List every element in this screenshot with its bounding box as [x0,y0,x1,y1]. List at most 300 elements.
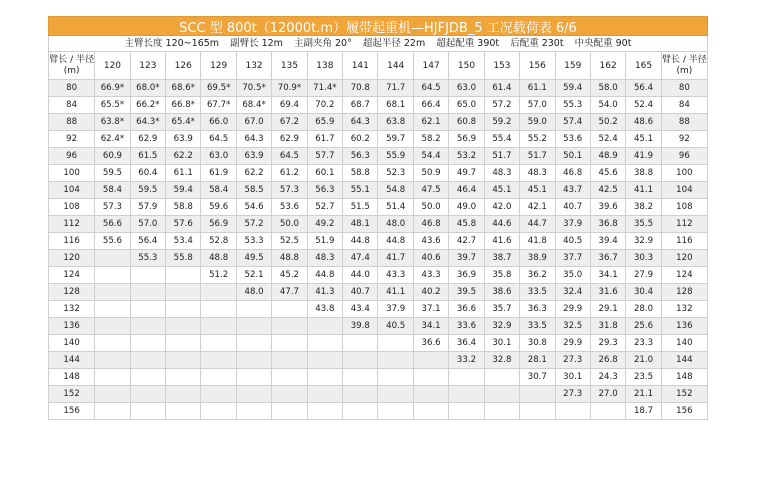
table-row [49,216,708,233]
load-value-cell [95,318,130,335]
load-value-cell: 52.1 [236,267,271,284]
table-row [49,318,708,335]
load-value-cell: 68.7 [343,97,378,114]
load-value-cell: 57.9 [130,199,165,216]
load-value-cell: 27.3 [555,386,590,403]
load-value-cell: 39.7 [449,250,484,267]
table-body [49,80,708,420]
boom-length-header: 129 [201,52,236,80]
table-row [49,250,708,267]
boom-length-header: 120 [95,52,130,80]
radius-cell: 132 [661,301,707,318]
load-value-cell: 49.7 [449,165,484,182]
load-value-cell: 37.1 [413,301,448,318]
radius-cell: 96 [661,148,707,165]
load-value-cell: 65.9 [307,114,342,131]
load-value-cell [201,318,236,335]
load-value-cell [166,403,201,420]
load-value-cell [272,352,307,369]
load-value-cell [236,386,271,403]
boom-length-header: 132 [236,52,271,80]
load-value-cell: 56.9 [201,216,236,233]
load-value-cell: 42.1 [520,199,555,216]
load-value-cell: 33.5 [520,318,555,335]
load-value-cell [272,301,307,318]
load-value-cell: 33.5 [520,284,555,301]
load-value-cell: 27.0 [590,386,625,403]
load-value-cell: 33.6 [449,318,484,335]
load-value-cell: 58.8 [166,199,201,216]
load-value-cell [343,335,378,352]
load-value-cell [272,369,307,386]
load-value-cell [272,386,307,403]
load-value-cell: 50.0 [272,216,307,233]
load-value-cell: 32.9 [484,318,519,335]
boom-length-header: 159 [555,52,590,80]
load-value-cell: 41.8 [520,233,555,250]
radius-cell: 140 [661,335,707,352]
load-value-cell: 39.5 [449,284,484,301]
load-value-cell: 68.1 [378,97,413,114]
load-value-cell: 65.5* [95,97,130,114]
boom-length-header: 153 [484,52,519,80]
boom-length-header: 165 [626,52,661,80]
load-value-cell [95,267,130,284]
load-value-cell: 57.2 [236,216,271,233]
load-value-cell: 54.6 [236,199,271,216]
load-value-cell: 46.8 [413,216,448,233]
boom-length-header: 135 [272,52,307,80]
load-value-cell: 71.7 [378,80,413,97]
load-value-cell: 38.8 [626,165,661,182]
radius-cell: 116 [661,233,707,250]
load-value-cell [236,369,271,386]
load-value-cell: 64.3 [236,131,271,148]
load-value-cell [95,335,130,352]
table-row [49,165,708,182]
radius-cell: 92 [49,131,95,148]
load-value-cell: 62.9 [130,131,165,148]
load-value-cell: 61.2 [272,165,307,182]
subtitle-item: 主臂长度 120~165m [124,38,220,49]
table-row [49,352,708,369]
load-value-cell [236,335,271,352]
load-value-cell: 60.8 [449,114,484,131]
load-value-cell: 57.0 [130,216,165,233]
load-value-cell: 42.7 [449,233,484,250]
corner-header-unit: (m) [63,65,80,76]
load-value-cell: 60.2 [343,131,378,148]
load-value-cell: 56.3 [307,182,342,199]
load-value-cell: 28.1 [520,352,555,369]
table-row [49,233,708,250]
radius-cell: 92 [661,131,707,148]
load-value-cell: 48.8 [201,250,236,267]
load-value-cell [95,369,130,386]
table-row [49,131,708,148]
load-value-cell [95,250,130,267]
load-value-cell: 41.9 [626,148,661,165]
load-value-cell: 50.2 [590,114,625,131]
radius-cell: 136 [49,318,95,335]
load-value-cell: 21.1 [626,386,661,403]
load-value-cell: 37.7 [555,250,590,267]
load-value-cell: 38.6 [484,284,519,301]
load-value-cell: 43.6 [413,233,448,250]
load-value-cell: 64.3* [130,114,165,131]
load-value-cell: 28.0 [626,301,661,318]
load-value-cell: 42.0 [484,199,519,216]
load-value-cell: 51.7 [484,148,519,165]
load-value-cell: 48.3 [484,165,519,182]
corner-header-unit: (m) [676,65,693,76]
radius-cell: 152 [49,386,95,403]
load-value-cell: 55.1 [343,182,378,199]
load-value-cell: 58.2 [413,131,448,148]
subtitle-item: 主副夹角 20° [293,38,352,49]
load-value-cell [272,318,307,335]
load-value-cell: 23.5 [626,369,661,386]
load-value-cell: 35.0 [555,267,590,284]
load-value-cell [307,352,342,369]
load-value-cell [95,352,130,369]
load-value-cell: 23.3 [626,335,661,352]
load-value-cell: 64.5 [272,148,307,165]
load-value-cell [166,386,201,403]
load-value-cell: 48.9 [590,148,625,165]
boom-length-header: 144 [378,52,413,80]
load-value-cell: 57.4 [555,114,590,131]
load-value-cell [343,369,378,386]
load-value-cell: 29.3 [590,335,625,352]
radius-cell: 88 [661,114,707,131]
load-value-cell: 59.4 [555,80,590,97]
load-value-cell [236,301,271,318]
load-value-cell: 58.0 [590,80,625,97]
load-value-cell: 55.3 [555,97,590,114]
radius-cell: 84 [49,97,95,114]
load-value-cell: 52.7 [307,199,342,216]
load-value-cell: 62.4* [95,131,130,148]
load-value-cell: 48.0 [236,284,271,301]
radius-cell: 120 [49,250,95,267]
load-value-cell [272,335,307,352]
load-value-cell: 67.2 [272,114,307,131]
radius-cell: 140 [49,335,95,352]
load-value-cell [449,386,484,403]
subtitle-item: 超起半径 22m [362,38,426,49]
load-value-cell: 45.6 [590,165,625,182]
load-value-cell: 48.3 [520,165,555,182]
boom-length-header: 141 [343,52,378,80]
load-value-cell [95,403,130,420]
load-value-cell: 66.9* [95,80,130,97]
load-value-cell: 50.1 [555,148,590,165]
load-value-cell: 51.2 [201,267,236,284]
load-value-cell: 55.6 [95,233,130,250]
load-value-cell [95,301,130,318]
load-value-cell [166,369,201,386]
load-value-cell [343,352,378,369]
load-value-cell [166,352,201,369]
table-row [49,386,708,403]
load-value-cell: 54.0 [590,97,625,114]
load-value-cell: 51.4 [378,199,413,216]
load-value-cell: 52.8 [201,233,236,250]
radius-cell: 80 [661,80,707,97]
load-value-cell: 41.1 [378,284,413,301]
load-value-cell: 30.8 [520,335,555,352]
radius-cell: 112 [49,216,95,233]
load-value-cell: 45.1 [626,131,661,148]
load-value-cell: 50.0 [413,199,448,216]
boom-length-header: 156 [520,52,555,80]
radius-cell: 124 [661,267,707,284]
load-value-cell: 44.0 [343,267,378,284]
load-value-cell: 63.9 [166,131,201,148]
load-value-cell: 70.2 [307,97,342,114]
load-value-cell [378,403,413,420]
load-value-cell: 63.0 [449,80,484,97]
load-value-cell [307,386,342,403]
radius-cell: 128 [49,284,95,301]
table-row [49,80,708,97]
load-value-cell: 40.5 [555,233,590,250]
load-value-cell [555,403,590,420]
load-value-cell: 57.3 [95,199,130,216]
boom-length-header: 147 [413,52,448,80]
load-value-cell: 31.6 [590,284,625,301]
load-chart-sheet [48,16,708,420]
load-value-cell: 35.7 [484,301,519,318]
load-value-cell [236,403,271,420]
load-value-cell: 59.5 [130,182,165,199]
load-value-cell: 52.4 [590,131,625,148]
radius-cell: 152 [661,386,707,403]
load-value-cell: 55.4 [484,131,519,148]
load-value-cell [272,403,307,420]
corner-header-label: 臂长 / 半径 [49,54,94,65]
load-value-cell: 43.7 [555,182,590,199]
load-value-cell [130,369,165,386]
load-value-cell: 58.4 [95,182,130,199]
load-value-cell: 25.6 [626,318,661,335]
load-value-cell: 67.7* [201,97,236,114]
load-value-cell: 57.6 [166,216,201,233]
load-value-cell: 46.8 [555,165,590,182]
chart-subtitle [48,36,708,51]
load-value-cell: 49.5 [236,250,271,267]
load-value-cell [307,403,342,420]
load-value-cell: 44.6 [484,216,519,233]
boom-length-header: 162 [590,52,625,80]
chart-title: SCC 型 800t（12000t.m）履带起重机—HJFJDB_5 工况载荷表 6/6 [48,16,708,36]
load-value-cell: 71.4* [307,80,342,97]
load-value-cell [378,386,413,403]
load-value-cell: 42.5 [590,182,625,199]
load-value-cell [236,352,271,369]
header-row [49,52,708,80]
load-value-cell: 64.5 [413,80,448,97]
load-value-cell: 59.6 [201,199,236,216]
load-value-cell [413,352,448,369]
load-value-cell: 38.2 [626,199,661,216]
load-value-cell: 56.4 [130,233,165,250]
load-value-cell: 61.1 [166,165,201,182]
corner-header-left [49,52,95,80]
load-value-cell [130,352,165,369]
load-value-cell [413,386,448,403]
load-value-cell: 52.5 [272,233,307,250]
radius-cell: 136 [661,318,707,335]
load-value-cell: 53.6 [555,131,590,148]
table-row [49,199,708,216]
load-value-cell [520,386,555,403]
load-value-cell: 43.3 [413,267,448,284]
load-value-cell: 51.5 [343,199,378,216]
table-row [49,369,708,386]
load-value-cell: 63.0 [201,148,236,165]
load-value-cell [166,318,201,335]
load-value-cell: 65.4* [166,114,201,131]
load-value-cell: 61.5 [130,148,165,165]
load-value-cell: 36.2 [520,267,555,284]
load-value-cell: 55.3 [130,250,165,267]
load-value-cell: 58.4 [201,182,236,199]
load-value-cell: 32.4 [555,284,590,301]
load-value-cell: 32.5 [555,318,590,335]
load-value-cell: 68.6* [166,80,201,97]
load-value-cell: 36.6 [413,335,448,352]
table-row [49,97,708,114]
load-value-cell [166,284,201,301]
load-value-cell: 36.4 [449,335,484,352]
load-value-cell: 61.4 [484,80,519,97]
load-value-cell [484,369,519,386]
load-value-cell: 62.2 [236,165,271,182]
load-value-cell: 34.1 [413,318,448,335]
load-value-cell [520,403,555,420]
load-value-cell [166,267,201,284]
load-value-cell: 39.4 [590,233,625,250]
load-value-cell: 18.7 [626,403,661,420]
load-value-cell: 66.4 [413,97,448,114]
load-value-cell: 40.6 [413,250,448,267]
load-value-cell: 30.1 [484,335,519,352]
radius-cell: 148 [661,369,707,386]
load-value-cell: 40.5 [378,318,413,335]
load-value-cell: 51.7 [520,148,555,165]
load-value-cell [201,335,236,352]
load-value-cell [201,369,236,386]
load-value-cell [449,369,484,386]
load-value-cell: 60.4 [130,165,165,182]
load-value-cell [201,301,236,318]
load-value-cell: 34.1 [590,267,625,284]
load-value-cell: 41.7 [378,250,413,267]
load-value-cell [236,318,271,335]
load-value-cell: 55.9 [378,148,413,165]
load-value-cell: 61.1 [520,80,555,97]
load-value-cell [201,352,236,369]
load-value-cell: 52.4 [626,97,661,114]
load-value-cell: 59.2 [484,114,519,131]
load-value-cell [130,403,165,420]
radius-cell: 84 [661,97,707,114]
load-value-cell: 56.9 [449,131,484,148]
load-value-cell: 47.7 [272,284,307,301]
load-value-cell: 29.9 [555,335,590,352]
radius-cell: 104 [661,182,707,199]
load-value-cell: 44.8 [343,233,378,250]
radius-cell: 148 [49,369,95,386]
load-value-cell: 55.8 [166,250,201,267]
load-value-cell: 43.4 [343,301,378,318]
load-value-cell: 48.8 [272,250,307,267]
load-value-cell: 59.7 [378,131,413,148]
load-value-cell: 47.4 [343,250,378,267]
load-value-cell: 66.8* [166,97,201,114]
subtitle-item: 后配重 230t [510,38,564,49]
load-value-cell: 70.9* [272,80,307,97]
load-value-cell: 21.0 [626,352,661,369]
load-value-cell: 47.5 [413,182,448,199]
radius-cell: 128 [661,284,707,301]
load-value-cell: 65.0 [449,97,484,114]
load-value-cell [166,335,201,352]
load-value-cell [484,386,519,403]
load-value-cell: 59.0 [520,114,555,131]
load-value-cell: 54.4 [413,148,448,165]
load-value-cell: 60.1 [307,165,342,182]
radius-cell: 100 [49,165,95,182]
load-value-cell: 43.3 [378,267,413,284]
load-value-cell: 30.3 [626,250,661,267]
load-value-cell: 63.9 [236,148,271,165]
load-value-cell: 44.7 [520,216,555,233]
load-value-cell: 37.9 [378,301,413,318]
load-value-cell: 29.1 [590,301,625,318]
load-value-cell [201,403,236,420]
table-row [49,182,708,199]
table-row [49,403,708,420]
load-value-cell: 70.5* [236,80,271,97]
load-value-cell [413,369,448,386]
load-value-cell: 37.9 [555,216,590,233]
load-value-cell: 56.4 [626,80,661,97]
load-value-cell: 30.1 [555,369,590,386]
radius-cell: 88 [49,114,95,131]
table-row [49,335,708,352]
table-row [49,148,708,165]
load-value-cell [130,318,165,335]
load-value-cell: 50.9 [413,165,448,182]
load-value-cell: 62.2 [166,148,201,165]
load-value-cell: 53.2 [449,148,484,165]
radius-cell: 104 [49,182,95,199]
load-value-cell [130,284,165,301]
load-value-cell: 57.2 [484,97,519,114]
load-value-cell: 45.1 [520,182,555,199]
load-value-cell: 48.6 [626,114,661,131]
load-value-cell: 70.8 [343,80,378,97]
load-value-cell [378,352,413,369]
load-value-cell [95,284,130,301]
radius-cell: 112 [661,216,707,233]
load-value-cell: 56.6 [95,216,130,233]
load-value-cell: 24.3 [590,369,625,386]
subtitle-item: 超起配重 390t [436,38,500,49]
